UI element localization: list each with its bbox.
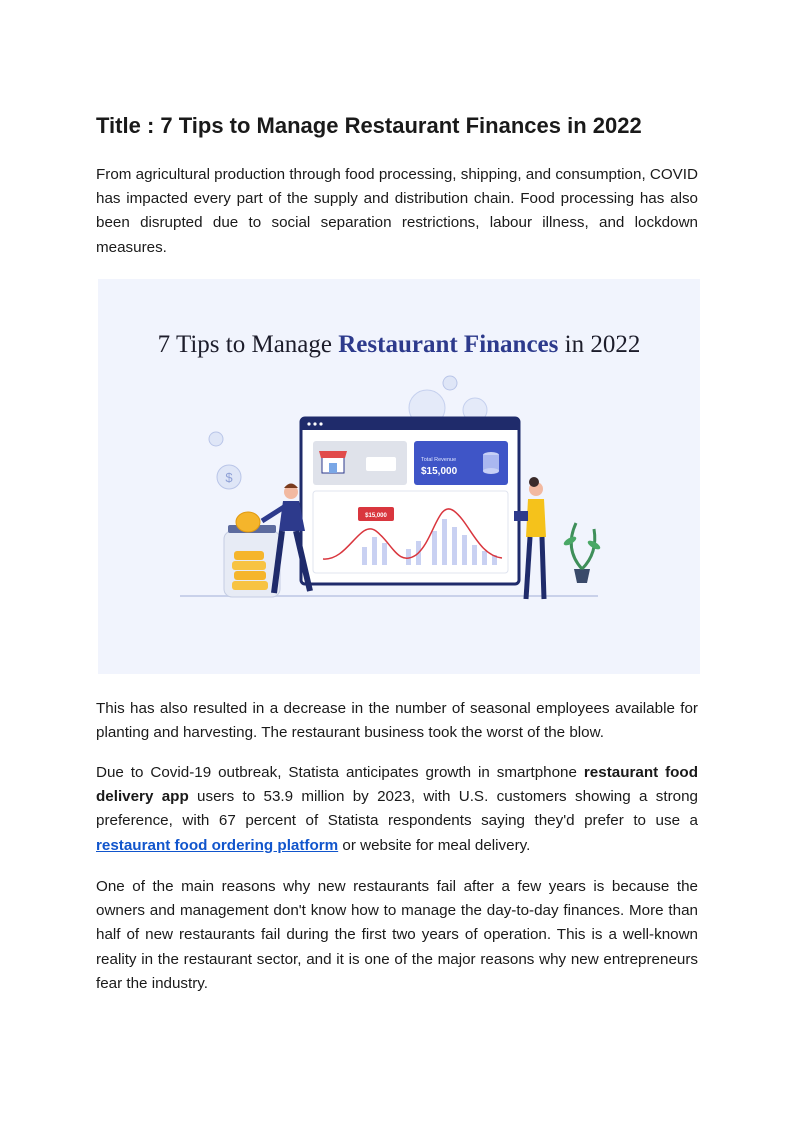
page-title: Title : 7 Tips to Manage Restaurant Finances in 2022 (96, 113, 642, 138)
price-tag-label: $15,000 (365, 513, 387, 519)
statista-text-middle: users to 53.9 million by 2023, with U.S. customers showing a strong preference, with 67 percent of Statista respondents saying they'd prefer to use a (96, 788, 698, 830)
hero-heading-highlight: Restaurant Finances (338, 331, 559, 358)
hero-heading-prefix: 7 Tips to Manage (157, 331, 332, 358)
paragraph-statista (96, 761, 698, 858)
paragraph-intro: From agricultural production through food processing, shipping, and consumption, COVID has impacted every part of the supply and distribution chain. Food processing has also been disrupted due to social separation restrictions, labour illness, and lockdown measures. (96, 166, 698, 256)
store-icon (319, 451, 347, 473)
statista-text-before: Due to Covid-19 outbreak, Statista anticipates growth in smartphone (96, 764, 584, 781)
plant-icon (562, 523, 601, 583)
statista-bold-phrase: restaurant food delivery app (96, 764, 698, 806)
coin-stack-icon (483, 452, 499, 474)
paragraph-failures: One of the main reasons why new restaurants fail after a few years is because the owners and management don't know how to manage the day-to-day finances. More than half of new restaurants fail during the first two years of operation. This is a well-known reality in the restaurant sector, and it is one of the major reasons why new entrepreneurs fear the industry. (96, 878, 698, 992)
hero-heading-suffix: in 2022 (564, 331, 641, 358)
card-icon (366, 457, 396, 471)
paragraph-employees: This has also resulted in a decrease in the number of seasonal employees available for planting and harvesting. The restaurant business took the worst of the blow. (96, 700, 698, 742)
statista-text-after: or website for meal delivery. (338, 836, 531, 854)
coin-jar-icon (224, 512, 280, 597)
hero-illustration (98, 279, 700, 674)
ordering-platform-link[interactable]: restaurant food ordering platform (96, 836, 339, 854)
dashboard-window (301, 418, 519, 584)
hero-graphic (98, 279, 700, 674)
revenue-label: Total Revenue (421, 457, 457, 463)
coin-symbol: $ (225, 470, 233, 485)
revenue-value: $15,000 (421, 466, 458, 477)
